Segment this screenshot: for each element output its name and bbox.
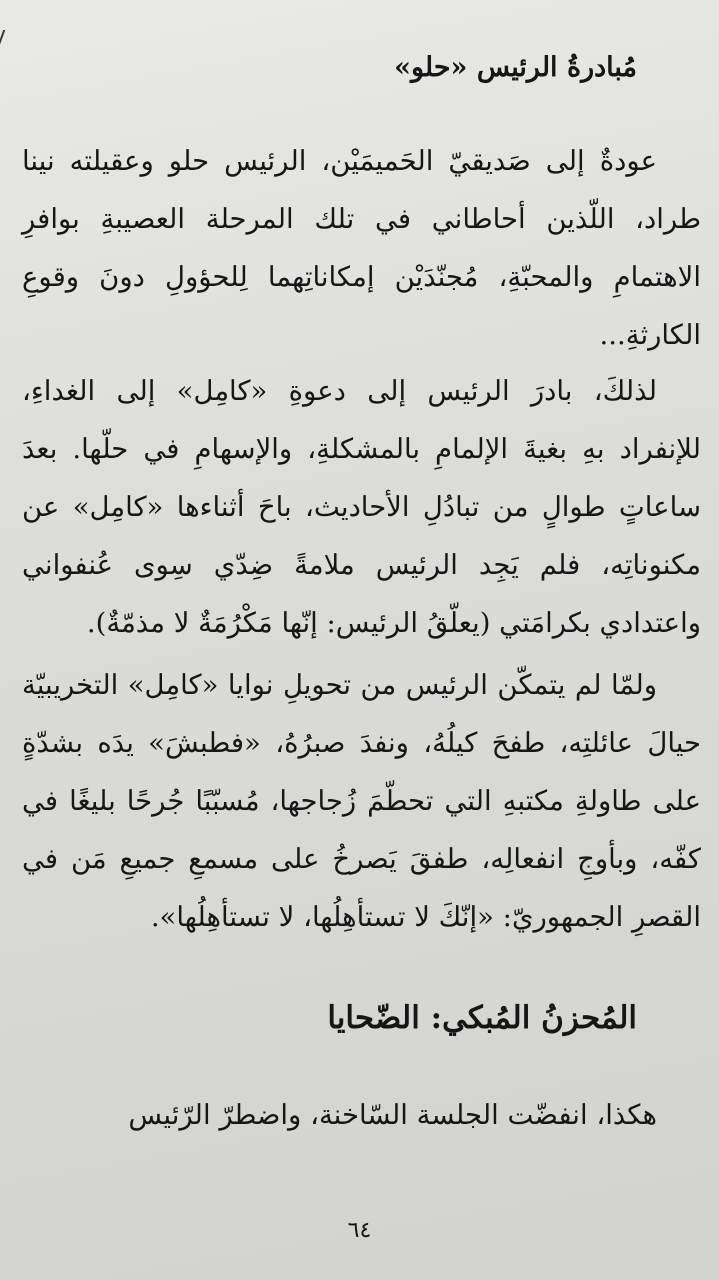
paragraph: ولمّا لم يتمكّن الرئيس من تحويلِ نوايا «كامِل» التخريبيّة حيالَ عائلتِه، طفحَ كيلُهُ، ونفدَ صبرُهُ، «فطبشَ» يدَه بشدّةٍ على طاولةِ مكتبهِ التي تحطّمَ زُجاجها، مُسبّبًا جُرحًا بليغًا في كفّه، وبأوجِ انفعالِه، طفقَ يَصرخُ على مسمعِ جميعِ مَن في القصرِ الجمهوريّ: «إنّكَ لا تستأهِلُها، لا تستأهِلُها». (22, 668, 701, 933)
corner-mark (0, 30, 11, 48)
paragraph: هكذا، انفضّت الجلسة السّاخنة، واضطرّ الرّئيس (128, 1098, 657, 1131)
page-number: ٦٤ (347, 1218, 372, 1243)
subsection-title: المُحزنُ المُبكي: الضّحايا (327, 1000, 637, 1036)
paragraph: عودةٌ إلى صَديقيّ الحَميمَيْن، الرئيس حلو وعقيلته نينا طراد، اللّذين أحاطاني في تلك المرحلة العصيبةِ بوافرِ الاهتمامِ والمحبّةِ، مُجنّدَيْن إمكاناتِهما لِلحؤولِ دونَ وقوعِ الكارثةِ... (22, 144, 701, 351)
section-title: مُبادرةُ الرئيس «حلو» (394, 52, 637, 83)
paragraph: لذلكَ، بادرَ الرئيس إلى دعوةِ «كامِل» إلى الغداءِ، للإنفراد بهِ بغيةَ الإلمامِ بالمشكلةِ، والإسهامِ في حلّها. بعدَ ساعاتٍ طوالٍ من تبادُلِ الأحاديث، باحَ أثناءها «كامِل» عن مكنوناتِه، فلم يَجِد الرئيس ملامةً ضِدّي سِوى عُنفواني واعتدادي بكرامَتي (يعلّقُ الرئيس: إنّها مَكْرُمَةٌ لا مذمّةٌ). (22, 374, 701, 639)
